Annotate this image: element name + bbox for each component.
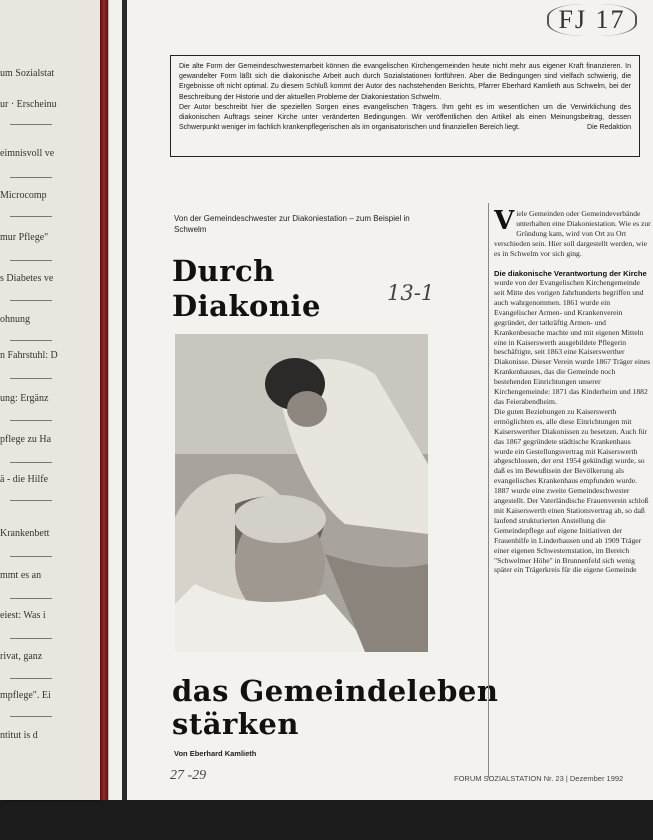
page-number: 27 -29 [170, 768, 207, 783]
body-lead: iele Gemeinden oder Gemeindeverbände unterhalten eine Diakoniestation. Wie es zur Gründung kam, wird von Ort zu Ort verschieden sein. Hier soll dargestellt werden, wie es in Schwelm vor sich ging. [494, 209, 651, 258]
archive-code: FJ 17 [547, 4, 637, 36]
left-page-fragment: s Diabetes ve [0, 273, 54, 284]
body-subhead: Die diakonische Verantwortung der Kirche [494, 268, 647, 278]
left-page-fragment: ntitut is d [0, 730, 38, 741]
left-page-fragment: eimnisvoll ve [0, 148, 55, 159]
binder-divider [100, 0, 108, 800]
left-page-fragment: Microcomp [0, 190, 47, 201]
article-page [127, 0, 653, 800]
drop-cap: V [494, 209, 515, 236]
intro-paragraph: Der Autor beschreibt hier die speziellen Sorgen eines evangelischen Trägers. Ihm geht es im wesentlichen um die Verwirklichung des diakonischen Auftrags seiner Kirche unter veränderten Bedingungen. Wir veröffentlichen den Artikel als einen Meinungsbeitrag, dessen Schwerpunkt weniger im fachlich krankenpflegerischen als im organisatorischen und finanziellen Bereich liegt. [179, 103, 631, 132]
byline: Von Eberhard Kamlieth [174, 749, 257, 758]
headline-line: das Gemeindeleben [172, 674, 499, 708]
article-photo [175, 334, 428, 652]
column-rule [488, 203, 489, 778]
left-page-fragment: mpflege". Ei [0, 690, 51, 701]
left-page-fragment: ur · Erscheinu [0, 99, 57, 110]
page-edge [108, 0, 123, 800]
left-page-fragment: pflege zu Ha [0, 434, 52, 445]
handwritten-note: 13-1 [387, 281, 435, 305]
left-page-fragment: n Fahrstuhl: D [0, 350, 58, 361]
intro-signature: Die Redaktion [587, 124, 631, 132]
left-page-fragment: eiest: Was i [0, 610, 46, 621]
intro-box [170, 55, 640, 157]
headline-line: stärken [172, 707, 299, 741]
body-paragraph: wurde von der Evangelischen Kirchengemeinde seit Mitte des vorigen Jahrhunderts begriffen und auch wahrgenommen. 1861 wurde ein Evangelischer Armen- und Krankenverein gegründet, der tatkräftig Armen- und Krankenbesuche machte und mit eigenen Mitteln eine in Kaiserswerth ausgebildete Pflegerin beschäftigte, seit 1863 eine Kaiserswerther Diakonisse. Dieser Verein wurde 1867 Träger eines Krankenhauses, das die Gemeinde noch bestehenden Einrichtungen unserer Kirchengemeinde: 1871 das Kinderheim und 1882 das Feierabendheim. [494, 278, 651, 406]
left-page-fragment: Krankenbett [0, 528, 50, 539]
kicker: Von der Gemeindeschwester zur Diakoniestation – zum Beispiel in Schwelm [174, 214, 410, 234]
left-page-fragment: um Sozialstat [0, 68, 55, 79]
left-page-fragment: mmt es an [0, 570, 42, 581]
body-column [494, 209, 651, 771]
headline-line: Durch [172, 254, 275, 288]
photo-nurse-and-patient [175, 334, 428, 652]
left-page-stack [0, 0, 100, 800]
headline-line: Diakonie [172, 289, 321, 323]
left-page-fragment: ung: Ergänz [0, 393, 49, 404]
left-page-fragment: rivat, ganz [0, 651, 43, 662]
footer-credit: FORUM SOZIALSTATION Nr. 23 | Dezember 1992 [454, 774, 624, 783]
left-page-fragment: mur Pflege" [0, 232, 49, 243]
left-page-fragment: ä - die Hilfe [0, 474, 49, 485]
body-paragraph: Die guten Beziehungen zu Kaiserswerth ermöglichten es, alle diese Einrichtungen mit Kaiserswerther Diakonissen zu besetzen. Auch für das 1867 gegründete städtische Krankenhaus wurde ein Gestellungsvertrag mit Kaiserswerth abgeschlossen, der erst 1954 gekündigt wurde, so daß es im Bewußtsein der Bevölkerung als evangelisches Krankenhaus empfunden wurde. 1887 wurde eine zweite Gemeindeschwester angestellt. Der Vaterländische Frauenverein schloß mit Kaiserswerth einen Stationsvertrag ab, so daß laufend strukturierten Anstellung die Gemeindepflege auf eigene Initiativen der Frauenhilfe in Linderhausen und ab 1909 Träger einer eigenen Schwesternstation, im Bereich "Schwelmer Höhe" in Brunnenfeld sich wenig später ein Trägerkreis für die eigene Gemeinde [494, 406, 649, 575]
left-page-fragment: ohnung [0, 314, 30, 325]
intro-paragraph: Die alte Form der Gemeindeschwesternarbeit können die evangelischen Kirchengemeinden heute nicht mehr aus eigener Kraft finanzieren. In gewandelter Form läßt sich die diakonische Arbeit auch durch Sozialstationen fortführen. Aber die Bedingungen sind vielfach schwierig, die Ergebnisse oft nicht optimal. Zu diesem Schluß kommt der Autor des nachstehenden Berichts, Pfarrer Eberhard Kamlieth aus Schwelm, bei der Beschreibung der Historie und der aktuellen Probleme der Diakoniestation Schwelm. [179, 63, 631, 101]
